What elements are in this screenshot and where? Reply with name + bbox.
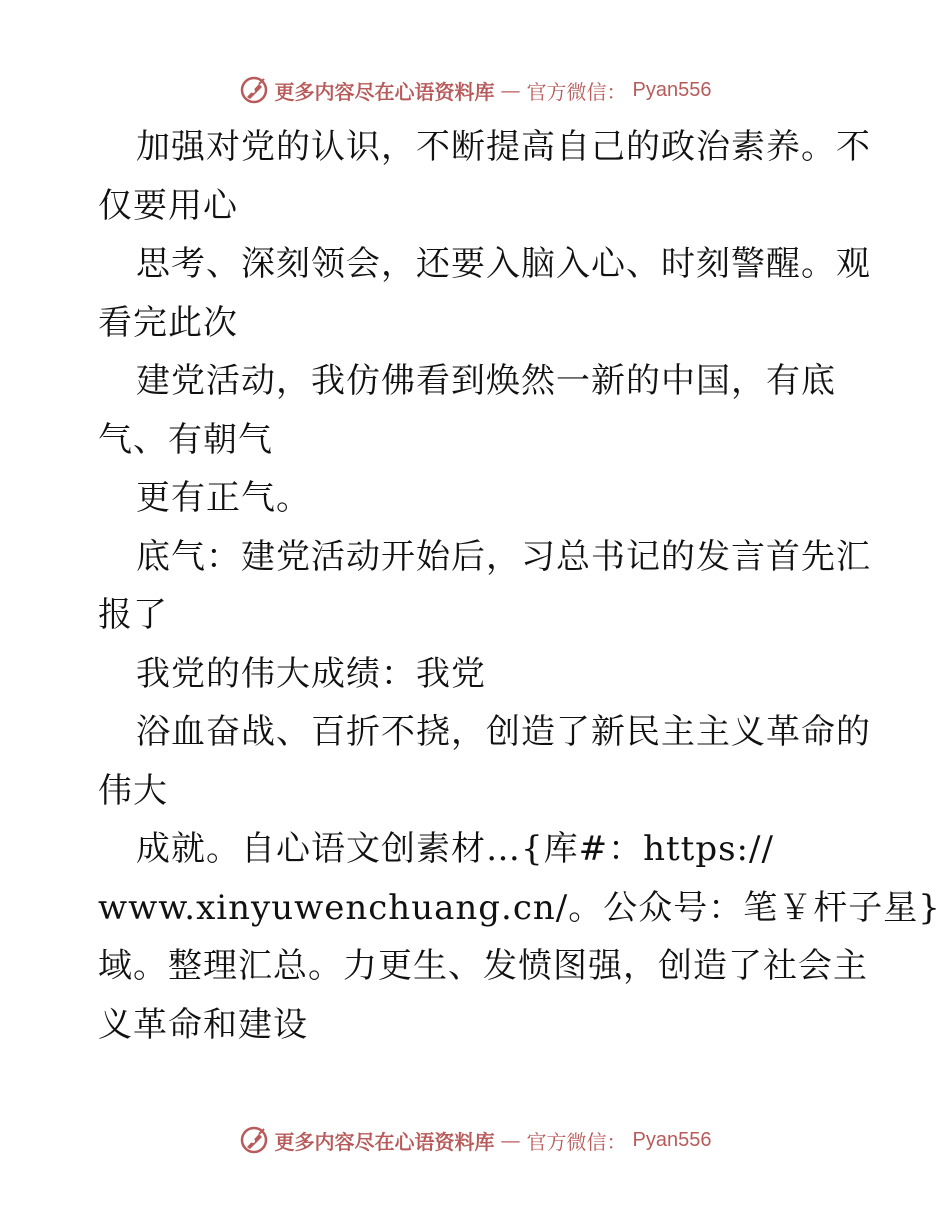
- banner-separator: —: [500, 78, 521, 102]
- footer-banner: [0, 1120, 950, 1160]
- header-banner-inner: [239, 75, 712, 105]
- banner-wechat-id: Pyan556: [632, 78, 712, 101]
- banner-wechat-label: 官方微信：: [526, 1129, 627, 1154]
- document-line: 看完此次: [98, 302, 238, 343]
- document-body: [98, 118, 941, 1054]
- document-line: 思考、深刻领会，还要入脑入心、时刻警醒。观: [136, 244, 871, 284]
- banner-title: 更多内容尽在心语资料库: [274, 1129, 495, 1154]
- document-line: 域。整理汇总。力更生、发愤图强，创造了社会主: [98, 946, 868, 986]
- document-line: 建党活动，我仿佛看到焕然一新的中国，有底: [136, 361, 836, 401]
- banner-wechat-id: Pyan556: [632, 1128, 712, 1151]
- document-line: 成就。自心语文创素材…{库#：https://: [136, 829, 774, 869]
- document-line: 报了: [98, 595, 168, 635]
- banner-wechat-label: 官方微信：: [526, 79, 627, 104]
- document-line: www.xinyuwenchuang.cn/。公众号：笔￥杆子星}: [98, 887, 941, 928]
- feather-pen-logo-icon: [239, 75, 269, 105]
- banner-separator: —: [500, 1128, 521, 1152]
- document-line: 更有正气。: [136, 478, 311, 518]
- document-line: 伟大: [98, 770, 168, 811]
- banner-title: 更多内容尽在心语资料库: [274, 79, 495, 104]
- document-line: 浴血奋战、百折不挠，创造了新民主主义革命的: [136, 712, 871, 752]
- document-line: 气、有朝气: [98, 419, 273, 460]
- footer-banner-inner: [239, 1125, 712, 1155]
- document-line: 我党的伟大成绩：我党: [136, 653, 486, 694]
- header-banner: [0, 70, 950, 110]
- document-line: 加强对党的认识，不断提高自己的政治素养。不: [136, 127, 871, 167]
- document-line: 仅要用心: [98, 185, 238, 226]
- document-line: 底气：建党活动开始后，习总书记的发言首先汇: [136, 536, 871, 577]
- document-line: 义革命和建设: [98, 1004, 308, 1045]
- feather-pen-logo-icon: [239, 1125, 269, 1155]
